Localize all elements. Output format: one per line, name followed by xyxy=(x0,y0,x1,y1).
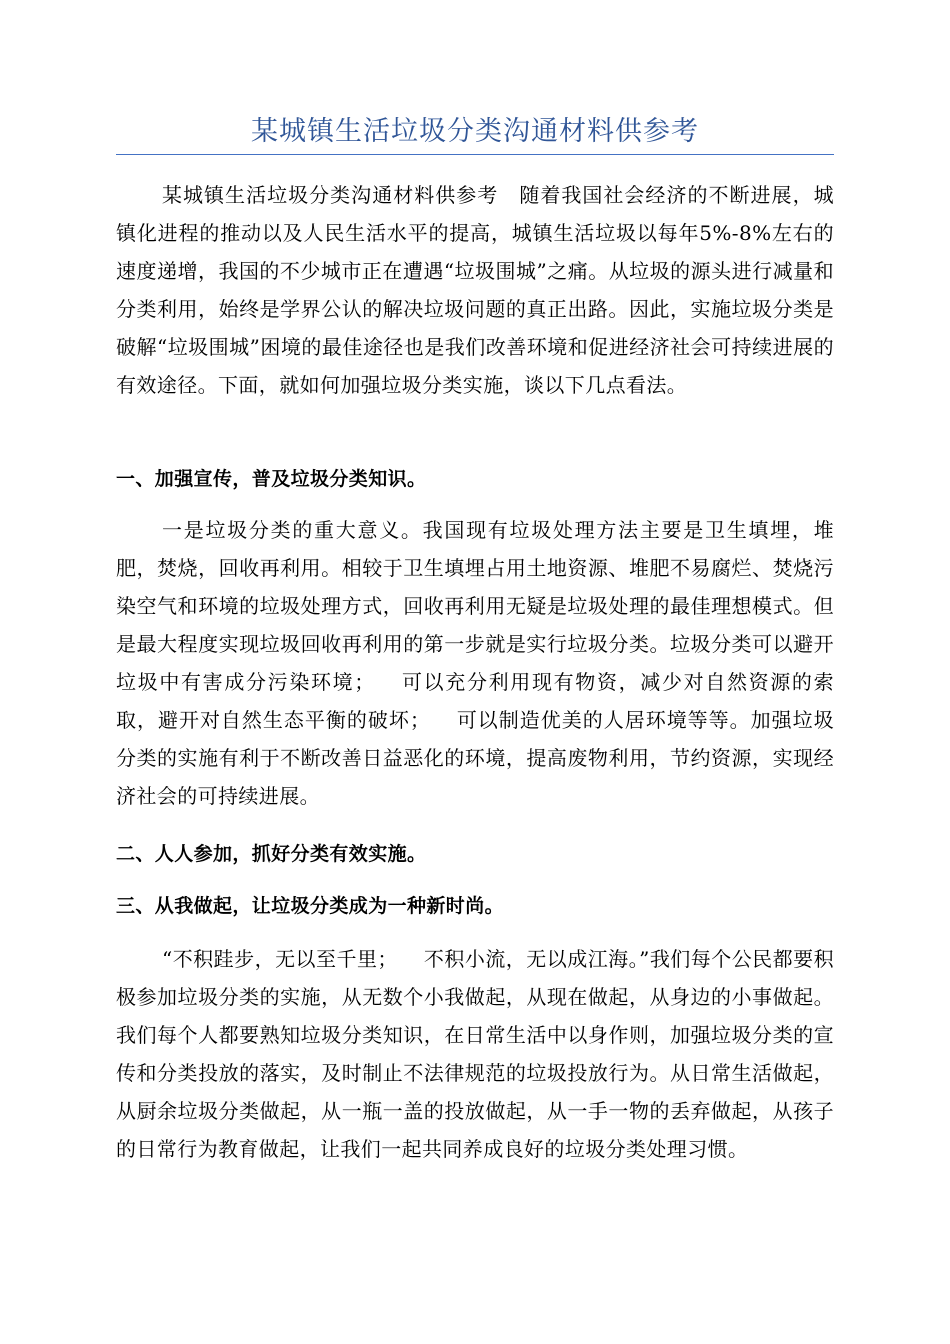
section-2-heading: 二、人人参加，抓好分类有效实施。 xyxy=(116,843,427,865)
section-1-paragraph-part-a: 一是垃圾分类的重大意义。我国现有垃圾处理方法主要是卫生填埋，堆肥，焚烧，回收再利用。相较于卫生填埋占用土地资源、堆肥不易腐烂、焚烧污染空气和环境的垃圾处理方式，回收再利用无疑是垃圾处理的最佳理想模式。但是最大程度实现垃圾回收再利用的第一步就是实行垃圾分类。垃圾分类可以避开垃圾中有害成分污染环境； xyxy=(116,518,834,694)
title-underline-divider xyxy=(116,154,834,155)
intro-paragraph: 某城镇生活垃圾分类沟通材料供参考 随着我国社会经济的不断进展，城镇化进程的推动以及人民生活水平的提高，城镇生活垃圾以每年5%-8%左右的速度递增，我国的不少城市正在遭遇“垃圾围城”之痛。从垃圾的源头进行减量和分类利用，始终是学界公认的解决垃圾问题的真正出路。因此，实施垃圾分类是破解“垃圾围城”困境的最佳途径也是我们改善环境和促进经济社会可持续进展的有效途径。下面，就如何加强垃圾分类实施，谈以下几点看法。 xyxy=(116,183,834,397)
section-1-paragraph-part-c: 可以制造优美的人居环境等等。加强垃圾分类的实施有利于不断改善日益恶化的环境，提高废物利用，节约资源，实现经济社会的可持续进展。 xyxy=(116,708,835,808)
section-3-heading: 三、从我做起，让垃圾分类成为一种新时尚。 xyxy=(116,895,505,917)
section-3-paragraph-part-a: “不积跬步，无以至千里； xyxy=(162,947,398,971)
document-title: 某城镇生活垃圾分类沟通材料供参考 xyxy=(251,116,699,147)
section-1-paragraph-part-b: 可以充分利用现有物资，减少对自然资源的索取，避开对自然生态平衡的破坏； xyxy=(116,670,835,732)
section-1-heading: 一、加强宣传，普及垃圾分类知识。 xyxy=(116,468,427,490)
section-3-paragraph xyxy=(116,940,834,1168)
section-1-paragraph xyxy=(116,511,834,815)
section-3-paragraph-part-b: 不积小流，无以成江海。”我们每个公民都要积极参加垃圾分类的实施，从无数个小我做起，从现在做起，从身边的小事做起。我们每个人都要熟知垃圾分类知识，在日常生活中以身作则，加强垃圾分类的宣传和分类投放的落实，及时制止不法律规范的垃圾投放行为。从日常生活做起，从厨余垃圾分类做起，从一瓶一盖的投放做起，从一手一物的丢弃做起，从孩子的日常行为教育做起，让我们一起共同养成良好的垃圾分类处理习惯。 xyxy=(116,947,835,1161)
